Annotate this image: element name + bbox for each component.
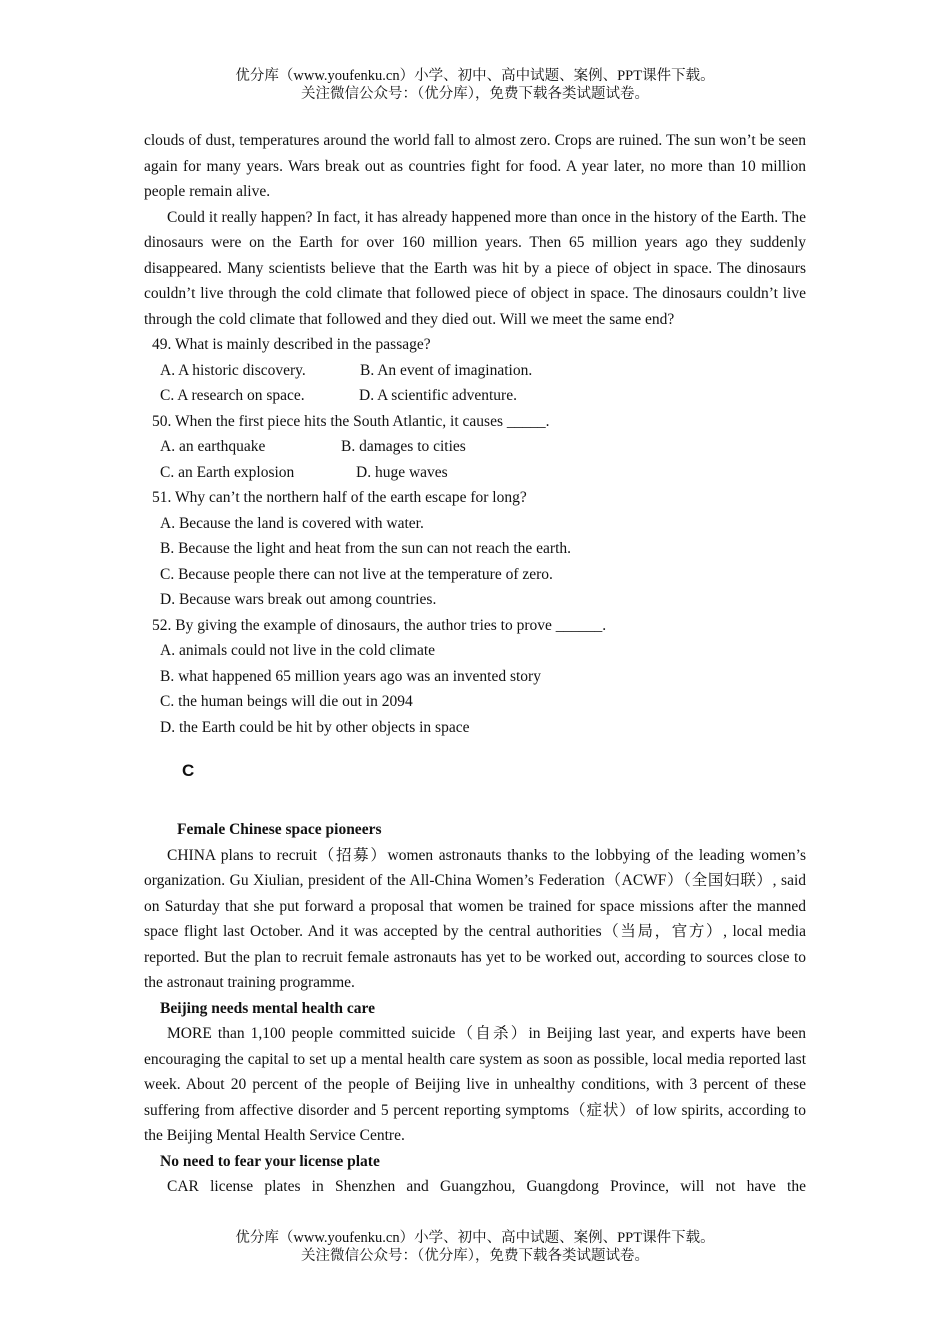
header-line-2: 关注微信公众号：（优分库），免费下载各类试题试卷。 bbox=[301, 86, 649, 102]
section-c-label: C bbox=[182, 761, 195, 780]
question-50-option-a: A. an earthquake bbox=[160, 438, 266, 455]
news-2-body: MORE than 1,100 people committed suicide（自杀）in Beijing last year, and experts have been encouraging the capital to set up a mental health care system as soon as possible, local media reported last week. About 20 percent of the people of Beijing live in unhealthy conditions, with 3 percent of these suffering from affective disorder and 5 percent reporting symptoms（症状）of low spirits, according to the Beijing Mental Health Service Centre. bbox=[144, 1025, 806, 1144]
question-51-option-c: C. Because people there can not live at the temperature of zero. bbox=[160, 565, 553, 583]
question-49-option-b: B. An event of imagination. bbox=[360, 361, 533, 379]
question-52-option-d: D. the Earth could be hit by other objects in space bbox=[160, 718, 470, 736]
section-spacer bbox=[144, 783, 806, 817]
news-2-title: Beijing needs mental health care bbox=[160, 999, 375, 1017]
question-50-option-c: C. an Earth explosion bbox=[160, 463, 295, 481]
question-52-option-a: A. animals could not live in the cold climate bbox=[160, 642, 436, 659]
question-52-stem: 52. By giving the example of dinosaurs, the author tries to prove ______. bbox=[152, 616, 607, 634]
question-51-option-b: B. Because the light and heat from the sun can not reach the earth. bbox=[160, 540, 572, 557]
footer-line-1: 优分库（www.youfenku.cn）小学、初中、高中试题、案例、PPT课件下载。 bbox=[235, 1230, 715, 1246]
news-1-body: CHINA plans to recruit（招募）women astronauts thanks to the lobbying of the leading women’s organization. Gu Xiulian, president of the All-China Women’s Federation（ACWF）（全国妇联）, said on Saturday that she put forward a proposal that women be trained for space missions after the manned space flight last October. And it was accepted by the central authorities（当局，官方）, local media reported. But the plan to recruit female astronauts has yet to be worked out, according to sources close to the astronaut training programme. bbox=[144, 846, 806, 991]
page-content bbox=[144, 128, 806, 1200]
question-52-option-c: C. the human beings will die out in 2094 bbox=[160, 693, 413, 710]
footer-line-2: 关注微信公众号：（优分库），免费下载各类试题试卷。 bbox=[301, 1248, 649, 1264]
question-49-option-c: C. A research on space. bbox=[160, 387, 305, 404]
question-49-options-row-1 bbox=[144, 358, 806, 384]
question-49-option-d: D. A scientific adventure. bbox=[359, 387, 517, 404]
news-1-title: Female Chinese space pioneers bbox=[177, 821, 382, 838]
question-50-options-row-1 bbox=[144, 434, 806, 460]
question-49-option-a: A. A historic discovery. bbox=[160, 361, 306, 379]
page-header bbox=[0, 67, 950, 103]
question-51-option-d: D. Because wars break out among countries. bbox=[160, 591, 437, 608]
question-50-option-b: B. damages to cities bbox=[341, 438, 466, 455]
header-line-1: 优分库（www.youfenku.cn）小学、初中、高中试题、案例、PPT课件下载。 bbox=[235, 68, 715, 84]
question-51-option-a: A. Because the land is covered with water. bbox=[160, 514, 424, 532]
question-50-options-row-2 bbox=[144, 460, 806, 486]
question-51-stem: 51. Why can’t the northern half of the earth escape for long? bbox=[152, 489, 527, 506]
news-3-body: CAR license plates in Shenzhen and Guangzhou, Guangdong Province, will not have the bbox=[167, 1178, 806, 1195]
question-50-stem: 50. When the first piece hits the South Atlantic, it causes _____. bbox=[152, 412, 550, 430]
passage-paragraph-2: Could it really happen? In fact, it has already happened more than once in the history of the Earth. The dinosaurs were on the Earth for over 160 million years. Then 65 million years ago they suddenly disappeared. Many scientists believe that the Earth was hit by a piece of object in space. The dinosaurs couldn’t live through the cold climate that followed piece of object in space. The dinosaurs couldn’t live through the cold climate that followed and they died out. Will we meet the same end? bbox=[144, 208, 806, 328]
passage-paragraph-1: clouds of dust, temperatures around the world fall to almost zero. Crops are ruined. The sun won’t be seen again for many years. Wars break out as countries fight for food. A year later, no more than 10 million people remain alive. bbox=[144, 132, 806, 200]
question-49-stem: 49. What is mainly described in the passage? bbox=[152, 336, 431, 353]
question-52-option-b: B. what happened 65 million years ago was an invented story bbox=[160, 667, 541, 685]
question-50-option-d: D. huge waves bbox=[356, 463, 448, 481]
news-3-title: No need to fear your license plate bbox=[160, 1152, 380, 1170]
question-49-options-row-2 bbox=[144, 383, 806, 409]
page-footer bbox=[0, 1229, 950, 1265]
